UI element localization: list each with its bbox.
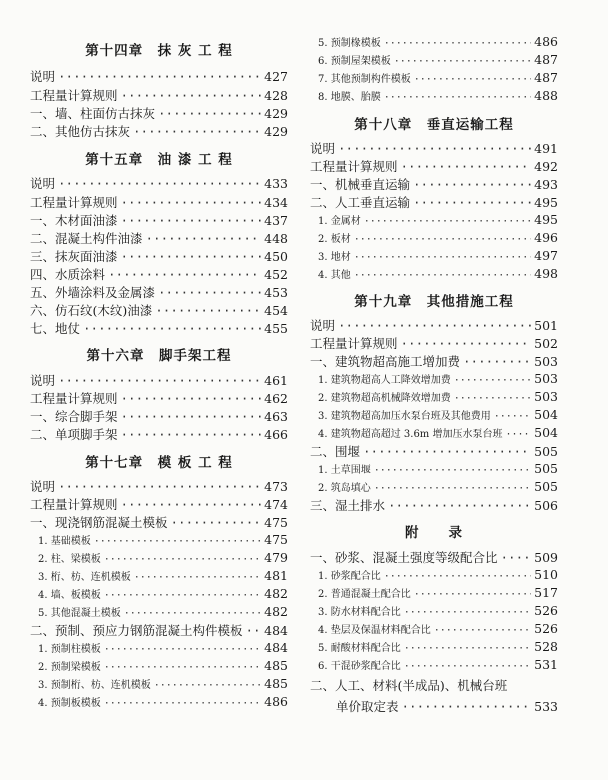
toc-subentry[interactable]: 4. 墙、板模板 ····· 482	[30, 586, 288, 601]
toc-entry[interactable]: 工程量计算规则 ····· 434	[30, 193, 288, 211]
toc-entry[interactable]: 工程量计算规则 ····· 428	[30, 86, 288, 104]
toc-entry[interactable]: 一、机械垂直运输 ····· 493	[310, 175, 558, 193]
toc-subentry[interactable]: 2. 预制梁模板 ····· 485	[30, 658, 288, 673]
toc-entry[interactable]: 一、现浇钢筋混凝土模板 ····· 475	[30, 513, 288, 531]
toc-entry[interactable]: 一、建筑物超高施工增加费 ····· 503	[310, 352, 558, 370]
toc-entry-multiline[interactable]: 二、人工、材料(半成品)、机械台班	[310, 678, 508, 693]
toc-subentry[interactable]: 2. 柱、梁模板 ····· 479	[30, 550, 288, 565]
appendix-title: 附 录	[405, 525, 463, 541]
toc-subentry[interactable]: 5. 耐酸材料配合比 ····· 528	[310, 639, 558, 654]
toc-entry[interactable]: 工程量计算规则 ····· 462	[30, 389, 288, 407]
toc-subentry[interactable]: 6. 干混砂浆配合比 ····· 531	[310, 657, 558, 672]
toc-subentry[interactable]: 1. 基础模板 ····· 475	[30, 532, 288, 547]
toc-subentry[interactable]: 3. 预制桁、枋、连机模板 ····· 485	[30, 676, 288, 691]
toc-entry[interactable]: 一、木材面油漆 ····· 437	[30, 211, 288, 229]
toc-entry[interactable]: 二、人工垂直运输 ····· 495	[310, 193, 558, 211]
toc-entry[interactable]: 三、抹灰面油漆 ····· 450	[30, 247, 288, 265]
toc-subentry[interactable]: 2. 普通混凝土配合比 ····· 517	[310, 585, 558, 600]
toc-entry[interactable]: 工程量计算规则 ····· 474	[30, 495, 288, 513]
toc-subentry[interactable]: 3. 建筑物超高加压水泵台班及其他费用 ····· 504	[310, 407, 558, 422]
toc-subentry[interactable]: 7. 其他预制构件模板 ····· 487	[310, 70, 558, 85]
chapter-title: 第十九章 其他措施工程	[354, 294, 514, 310]
toc-entry[interactable]: 说明 ····· 461	[30, 371, 288, 389]
toc-subentry[interactable]: 2. 建筑物超高机械降效增加费 ····· 503	[310, 389, 558, 404]
toc-entry[interactable]: 四、水质涂料 ····· 452	[30, 265, 288, 283]
toc-subentry[interactable]: 4. 建筑物超高超过 3.6m 增加压水泵台班 ····· 504	[310, 425, 558, 440]
toc-subentry[interactable]: 4. 垫层及保温材料配合比 ····· 526	[310, 621, 558, 636]
toc-subentry[interactable]: 2. 板材 ····· 496	[310, 230, 558, 245]
chapter-title: 第十六章 脚手架工程	[86, 348, 232, 364]
toc-entry[interactable]: 二、单项脚手架 ····· 466	[30, 425, 288, 443]
toc-entry[interactable]: 三、湿土排水 ····· 506	[310, 496, 558, 514]
toc-entry[interactable]: 说明 ····· 433	[30, 174, 288, 192]
chapter-title: 第十四章 抹 灰 工 程	[85, 43, 233, 59]
toc-entry[interactable]: 说明 ····· 491	[310, 139, 558, 157]
toc-entry[interactable]: 五、外墙涂料及金属漆 ····· 453	[30, 283, 288, 301]
toc-subentry[interactable]: 6. 预制屋架模板 ····· 487	[310, 52, 558, 67]
toc-entry[interactable]: 说明 ····· 473	[30, 477, 288, 495]
toc-entry[interactable]: 说明 ····· 427	[30, 67, 288, 85]
toc-entry[interactable]: 工程量计算规则 ····· 492	[310, 157, 558, 175]
toc-subentry[interactable]: 3. 桁、枋、连机模板 ····· 481	[30, 568, 288, 583]
toc-entry[interactable]: 说明 ····· 501	[310, 316, 558, 334]
toc-entry[interactable]: 二、预制、预应力钢筋混凝土构件模板 ····· 484	[30, 621, 288, 639]
toc-entry[interactable]: 二、其他仿古抹灰 ····· 429	[30, 122, 288, 140]
toc-subentry[interactable]: 5. 预制椽模板 ····· 486	[310, 34, 558, 49]
toc-subentry[interactable]: 2. 筑岛填心 ····· 505	[310, 479, 558, 494]
toc-subentry[interactable]: 1. 金属材 ····· 495	[310, 212, 558, 227]
toc-entry[interactable]: 一、综合脚手架 ····· 463	[30, 407, 288, 425]
toc-entry[interactable]: 单价取定表 ····· 533	[310, 697, 558, 715]
chapter-title: 第十八章 垂直运输工程	[354, 117, 514, 133]
toc-entry[interactable]: 二、围堰 ····· 505	[310, 442, 558, 460]
chapter-title: 第十五章 油 漆 工 程	[85, 152, 233, 168]
toc-subentry[interactable]: 4. 预制板模板 ····· 486	[30, 694, 288, 709]
toc-subentry[interactable]: 8. 地膜、胎膜 ····· 488	[310, 88, 558, 103]
toc-entry[interactable]: 七、地仗 ····· 455	[30, 319, 288, 337]
toc-subentry[interactable]: 3. 防水材料配合比 ····· 526	[310, 603, 558, 618]
toc-entry[interactable]: 一、砂浆、混凝土强度等级配合比 ····· 509	[310, 548, 558, 566]
chapter-title: 第十七章 模 板 工 程	[85, 455, 233, 471]
toc-subentry[interactable]: 1. 预制柱模板 ····· 484	[30, 640, 288, 655]
toc-entry[interactable]: 六、仿石纹(木纹)油漆 ····· 454	[30, 301, 288, 319]
toc-subentry[interactable]: 5. 其他混凝土模板 ····· 482	[30, 604, 288, 619]
toc-subentry[interactable]: 1. 土草围堰 ····· 505	[310, 461, 558, 476]
toc-subentry[interactable]: 1. 砂浆配合比 ····· 510	[310, 567, 558, 582]
toc-entry[interactable]: 一、墙、柱面仿古抹灰 ····· 429	[30, 104, 288, 122]
toc-subentry[interactable]: 3. 地材 ····· 497	[310, 248, 558, 263]
toc-subentry[interactable]: 4. 其他 ····· 498	[310, 266, 558, 281]
toc-subentry[interactable]: 1. 建筑物超高人工降效增加费 ····· 503	[310, 371, 558, 386]
toc-entry[interactable]: 工程量计算规则 ····· 502	[310, 334, 558, 352]
toc-entry[interactable]: 二、混凝土构件油漆 ····· 448	[30, 229, 288, 247]
